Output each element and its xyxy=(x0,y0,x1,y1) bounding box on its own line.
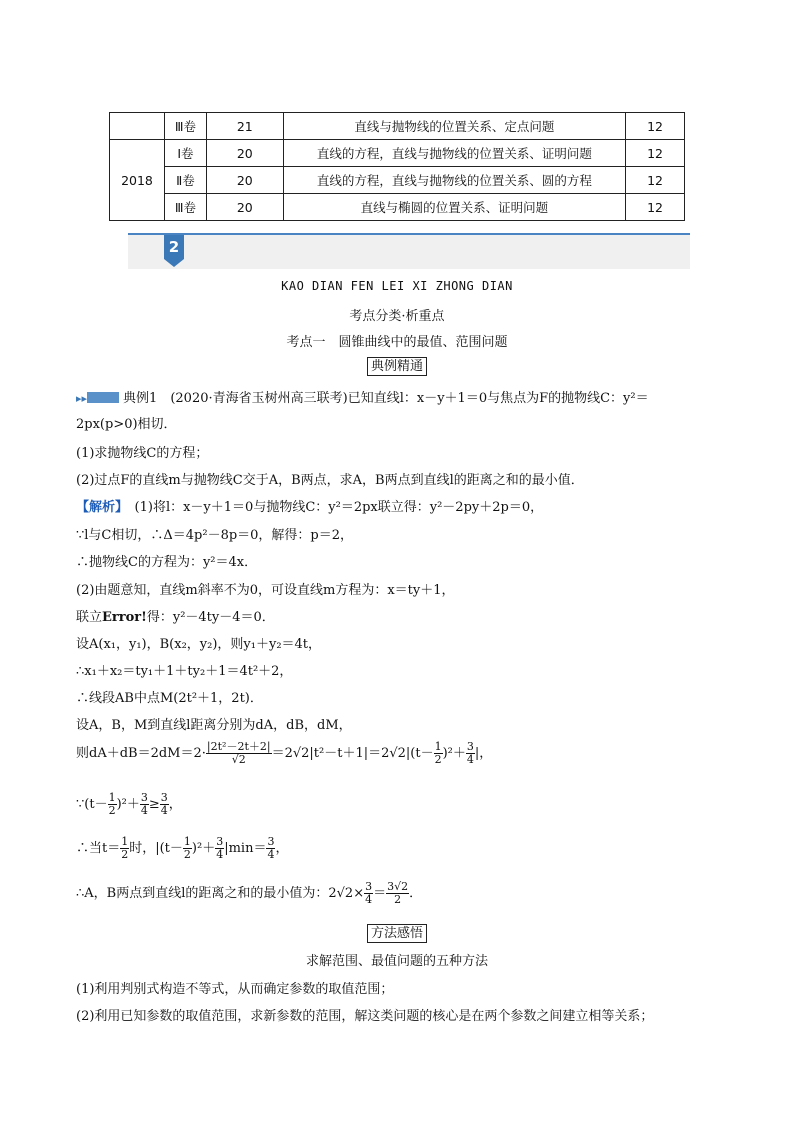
solution-line: ∵l与C相切，∴Δ＝4p²－8p＝0，解得：p＝2， xyxy=(76,528,354,543)
score-cell: 12 xyxy=(626,194,685,221)
fraction-numerator: 3 xyxy=(267,835,275,848)
section-subtitle: 考点一 圆锥曲线中的最值、范围问题 xyxy=(286,335,508,350)
score-cell: 12 xyxy=(626,167,685,194)
fraction xyxy=(434,741,443,766)
solution-line xyxy=(76,496,543,515)
topic-cell: 直线的方程，直线与抛物线的位置关系、证明问题 xyxy=(283,140,625,167)
solution-text: )²＋ xyxy=(191,841,216,856)
question-2: (2)过点F的直线m与抛物线C交于A，B两点，求A，B两点到直线l的距离之和的最小值． xyxy=(76,473,584,488)
question-cell: 20 xyxy=(206,194,283,221)
fraction-denominator: 4 xyxy=(160,804,168,817)
fraction xyxy=(108,792,117,817)
solution-text: 则dA＋dB＝2dM＝2· xyxy=(76,746,206,761)
badge-pointer-icon xyxy=(164,259,184,267)
paper-cell: Ⅲ卷 xyxy=(164,194,206,221)
solution-line: ∴线段AB中点M(2t²＋1，2t)． xyxy=(76,691,263,706)
table-row xyxy=(110,194,685,221)
solution-line xyxy=(76,606,275,625)
fraction-denominator: 4 xyxy=(216,848,224,861)
table-row xyxy=(110,167,685,194)
solution-line: (2)由题意知，直线m斜率不为0，可设直线m方程为：x＝ty＋1， xyxy=(76,583,455,598)
solution-text: |， xyxy=(474,746,493,761)
method-heading xyxy=(0,924,794,943)
section-pinyin: KAO DIAN FEN LEI XI ZHONG DIAN xyxy=(281,279,513,293)
method-title: 求解范围、最值问题的五种方法 xyxy=(305,954,488,969)
question-cell: 21 xyxy=(206,113,283,140)
solution-label: 【解析】 xyxy=(76,500,122,515)
fraction xyxy=(466,741,475,766)
solution-formula xyxy=(76,741,492,766)
section-title: 考点分类·析重点 xyxy=(349,309,445,324)
solution-text: )²＋ xyxy=(442,746,466,761)
fraction-numerator: 3 xyxy=(140,791,148,804)
fraction-numerator: 1 xyxy=(121,835,129,848)
solution-formula xyxy=(76,792,182,817)
method-point: (2)利用已知参数的取值范围，求新参数的范围，解这类问题的核心是在两个参数之间建立相等关系； xyxy=(76,1009,654,1024)
fraction xyxy=(215,836,224,861)
solution-text: ∴当t＝ xyxy=(76,841,121,856)
fraction xyxy=(140,792,149,817)
fraction-denominator: 4 xyxy=(466,753,474,766)
fraction-numerator: |2t²－2t＋2| xyxy=(206,740,271,753)
solution-line: ∴抛物线C的方程为：y²＝4x． xyxy=(76,555,258,570)
tag-bar-icon xyxy=(87,392,119,403)
solution-text: ＝2√2|t²－t＋1|＝2√2|(t－ xyxy=(271,746,434,761)
arrow-icon: ▸▸ xyxy=(76,392,88,405)
solution-line: 设A，B，M到直线l距离分别为dA，dB，dM， xyxy=(76,718,352,733)
solution-text: ∵(t－ xyxy=(76,797,108,812)
section-banner xyxy=(128,233,690,269)
solution-text: 得：y²－4ty－4＝0． xyxy=(146,610,275,625)
fraction xyxy=(120,836,129,861)
fraction-numerator: 1 xyxy=(183,835,191,848)
fraction xyxy=(183,836,192,861)
solution-line: 设A(x₁，y₁)，B(x₂，y₂)，则y₁＋y₂＝4t， xyxy=(76,637,322,652)
question-1: (1)求抛物线C的方程； xyxy=(76,446,209,461)
paper-cell: Ⅰ卷 xyxy=(164,140,206,167)
solution-text: ≥ xyxy=(148,797,160,812)
topic-cell: 直线与抛物线的位置关系、定点问题 xyxy=(283,113,625,140)
solution-text: ， xyxy=(275,841,289,856)
fraction-numerator: 3 xyxy=(365,880,373,893)
table-row xyxy=(110,140,685,167)
example-stem-text: 已知直线l：x－y＋1＝0与焦点为F的抛物线C：y²＝ xyxy=(347,391,649,406)
method-point: (1)利用判别式构造不等式，从而确定参数的取值范围； xyxy=(76,982,394,997)
solution-formula xyxy=(76,881,422,906)
solution-text: (1)将l：x－y＋1＝0与抛物线C：y²＝2px联立得：y²－2py＋2p＝0， xyxy=(134,500,544,515)
fraction-denominator: 4 xyxy=(267,848,275,861)
banner-rule xyxy=(128,233,690,235)
fraction-denominator: √2 xyxy=(231,753,246,766)
fraction-numerator: 1 xyxy=(434,740,442,753)
fraction xyxy=(364,881,373,906)
question-cell: 20 xyxy=(206,140,283,167)
fraction-denominator: 2 xyxy=(121,848,129,861)
example-heading-box: 典例精通 xyxy=(367,357,427,376)
table-row xyxy=(110,113,685,140)
exam-stats-table xyxy=(109,112,685,221)
fraction-numerator: 3 xyxy=(466,740,474,753)
topic-cell: 直线的方程，直线与抛物线的位置关系、圆的方程 xyxy=(283,167,625,194)
solution-text: 联立 xyxy=(76,610,103,625)
example-label: 典例1 xyxy=(123,391,158,406)
solution-text: ＝ xyxy=(373,886,387,901)
fraction-denominator: 4 xyxy=(140,804,148,817)
solution-text: )²＋ xyxy=(116,797,140,812)
example-source: (2020·青海省玉树州高三联考) xyxy=(170,391,348,406)
fraction-denominator: 2 xyxy=(434,753,442,766)
fraction xyxy=(160,792,169,817)
solution-text: |min＝ xyxy=(224,841,267,856)
topic-cell: 直线与椭圆的位置关系、证明问题 xyxy=(283,194,625,221)
paper-cell: Ⅲ卷 xyxy=(164,113,206,140)
paper-cell: Ⅱ卷 xyxy=(164,167,206,194)
section-number-badge: 2 xyxy=(164,235,184,259)
fraction xyxy=(206,741,272,766)
year-cell xyxy=(110,113,165,140)
fraction-numerator: 1 xyxy=(108,791,116,804)
fraction xyxy=(386,881,409,906)
solution-text: 时，|(t－ xyxy=(129,841,183,856)
fraction-numerator: 3 xyxy=(216,835,224,848)
fraction-denominator: 2 xyxy=(108,804,116,817)
example-heading xyxy=(0,357,794,376)
solution-text: ． xyxy=(409,886,423,901)
example-stem-cont: 2px(p>0)相切． xyxy=(76,417,177,432)
question-cell: 20 xyxy=(206,167,283,194)
fraction-denominator: 2 xyxy=(183,848,191,861)
solution-line: ∴x₁＋x₂＝ty₁＋1＋ty₂＋1＝4t²＋2， xyxy=(76,664,293,679)
solution-formula xyxy=(76,836,288,861)
fraction-numerator: 3 xyxy=(160,791,168,804)
score-cell: 12 xyxy=(626,113,685,140)
score-cell: 12 xyxy=(626,140,685,167)
method-heading-box: 方法感悟 xyxy=(367,924,427,943)
fraction-numerator: 3√2 xyxy=(387,880,409,893)
year-cell: 2018 xyxy=(110,140,165,221)
fraction-denominator: 2 xyxy=(394,893,402,906)
solution-text: ∴A，B两点到直线l的距离之和的最小值为：2√2× xyxy=(76,886,365,901)
solution-text: ， xyxy=(168,797,182,812)
fraction-denominator: 4 xyxy=(365,893,373,906)
example-stem xyxy=(76,387,649,406)
error-marker: Error! xyxy=(102,610,147,625)
